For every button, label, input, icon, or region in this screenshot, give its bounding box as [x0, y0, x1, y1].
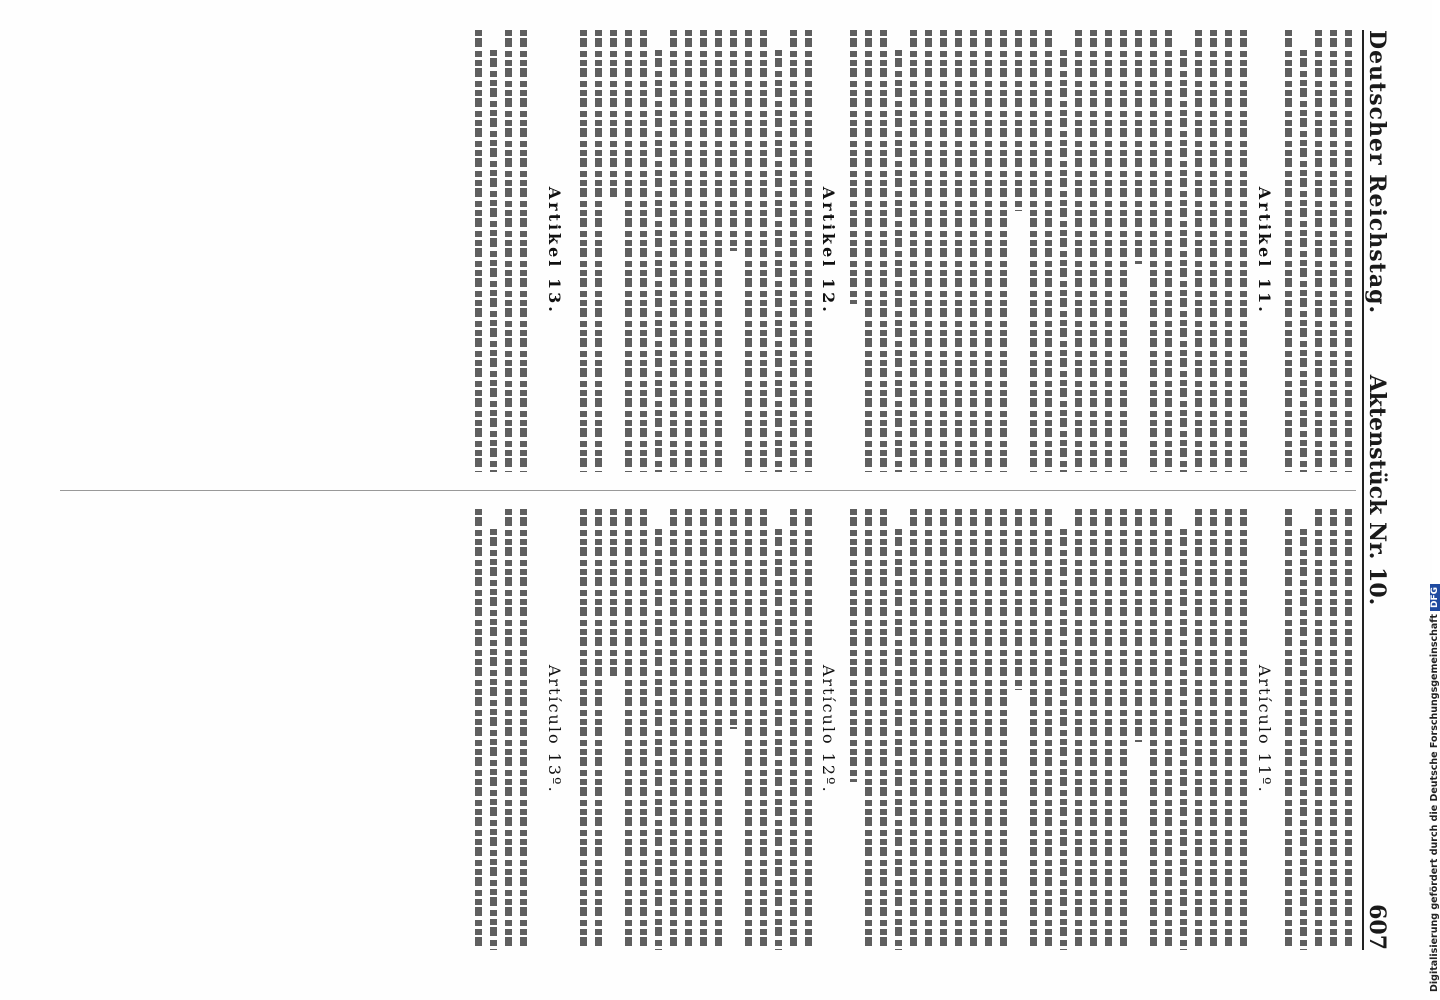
text-line	[940, 30, 947, 472]
text-line	[505, 509, 512, 951]
text-line	[670, 509, 677, 951]
text-line	[580, 509, 587, 951]
text-line	[865, 509, 872, 951]
text-line	[880, 30, 887, 472]
text-line	[985, 509, 992, 951]
spanish-heading-art11: Artículo 11º.	[1255, 664, 1274, 794]
digitization-credit	[1412, 0, 1440, 1000]
text-line	[1135, 509, 1142, 743]
text-line	[505, 30, 512, 472]
text-line	[925, 509, 932, 951]
text-line	[1330, 509, 1337, 951]
text-line	[790, 30, 797, 472]
text-line	[730, 509, 737, 730]
text-line	[745, 30, 752, 472]
text-line	[1105, 30, 1112, 472]
text-line	[805, 509, 812, 951]
header-document-number: Aktenstück Nr. 10.	[1364, 374, 1390, 606]
text-line	[1015, 509, 1022, 690]
text-line	[775, 529, 782, 951]
text-line	[625, 509, 632, 951]
rotated-page-content	[50, 10, 1410, 970]
text-line	[610, 509, 617, 677]
german-heading-art11: Artikel 11.	[1255, 186, 1274, 315]
text-line	[655, 50, 662, 472]
text-line	[955, 509, 962, 951]
text-line	[655, 529, 662, 951]
text-line	[1285, 30, 1292, 472]
text-line	[970, 30, 977, 472]
text-line	[880, 509, 887, 951]
text-line	[1120, 30, 1127, 472]
text-line	[595, 509, 602, 951]
text-line	[1165, 30, 1172, 472]
text-line	[685, 30, 692, 472]
text-line	[670, 30, 677, 472]
text-line	[1060, 529, 1067, 951]
text-line	[475, 509, 482, 951]
german-heading-art12: Artikel 12.	[819, 186, 838, 315]
text-line	[1180, 529, 1187, 951]
text-line	[1225, 30, 1232, 472]
text-line	[1060, 50, 1067, 472]
spanish-heading-art12: Artículo 12º.	[819, 664, 838, 794]
text-line	[1225, 509, 1232, 951]
text-line	[970, 509, 977, 951]
text-line	[1315, 30, 1322, 472]
text-line	[1195, 509, 1202, 951]
text-line	[1150, 509, 1157, 951]
text-line	[850, 509, 857, 783]
text-line	[895, 529, 902, 951]
text-line	[1135, 30, 1142, 264]
text-line	[520, 30, 527, 472]
text-line	[715, 30, 722, 472]
text-line	[1075, 30, 1082, 472]
text-line	[760, 30, 767, 472]
digitization-credit-text	[1429, 2, 1440, 992]
text-line	[1240, 509, 1247, 951]
text-line	[925, 30, 932, 472]
column-divider	[60, 490, 1356, 491]
text-line	[865, 30, 872, 472]
text-line	[775, 50, 782, 472]
spanish-text-lines	[60, 509, 1356, 951]
text-line	[1030, 30, 1037, 472]
text-line	[1015, 30, 1022, 211]
text-line	[760, 509, 767, 951]
text-line	[1090, 30, 1097, 472]
text-line	[1165, 509, 1172, 951]
text-line	[700, 30, 707, 472]
spanish-column	[60, 509, 1356, 951]
text-line	[1210, 509, 1217, 951]
two-column-body	[60, 30, 1356, 950]
page-number: 607	[1364, 904, 1390, 951]
text-line	[1090, 509, 1097, 951]
text-line	[1105, 509, 1112, 951]
text-line	[1300, 529, 1307, 951]
text-line	[1240, 30, 1247, 472]
text-line	[805, 30, 812, 472]
text-line	[1120, 509, 1127, 951]
text-line	[955, 30, 962, 472]
header-publication-title: Deutscher Reichstag.	[1364, 30, 1390, 315]
text-line	[1000, 30, 1007, 472]
text-line	[1075, 509, 1082, 951]
text-line	[895, 50, 902, 472]
credit-text: Digitalisierung gefördert durch die Deutsche Forschungsgemeinschaft	[1429, 614, 1440, 992]
text-line	[985, 30, 992, 472]
text-line	[1330, 30, 1337, 472]
text-line	[610, 30, 617, 198]
text-line	[1045, 509, 1052, 951]
text-line	[790, 509, 797, 951]
text-line	[520, 509, 527, 951]
text-line	[910, 30, 917, 472]
text-line	[1345, 509, 1352, 951]
german-text-lines	[60, 30, 1356, 472]
text-line	[700, 509, 707, 951]
text-line	[625, 30, 632, 472]
text-line	[1285, 509, 1292, 951]
text-line	[640, 509, 647, 951]
text-line	[1345, 30, 1352, 472]
text-line	[940, 509, 947, 951]
text-line	[1315, 509, 1322, 951]
text-line	[715, 509, 722, 951]
text-line	[1300, 50, 1307, 472]
page-header	[1362, 30, 1404, 950]
text-line	[1045, 30, 1052, 472]
text-line	[910, 509, 917, 951]
german-column	[60, 30, 1356, 472]
text-line	[745, 509, 752, 951]
text-line	[1180, 50, 1187, 472]
dfg-logo: DFG	[1430, 584, 1440, 611]
spanish-heading-art13: Artículo 13º.	[545, 664, 564, 794]
text-line	[730, 30, 737, 251]
german-heading-art13: Artikel 13.	[545, 186, 564, 315]
text-line	[640, 30, 647, 472]
text-line	[685, 509, 692, 951]
text-line	[595, 30, 602, 472]
text-line	[490, 529, 497, 951]
text-line	[1210, 30, 1217, 472]
text-line	[580, 30, 587, 472]
text-line	[1000, 509, 1007, 951]
text-line	[1195, 30, 1202, 472]
text-line	[1030, 509, 1037, 951]
text-line	[490, 50, 497, 472]
text-line	[475, 30, 482, 472]
text-line	[1150, 30, 1157, 472]
text-line	[850, 30, 857, 304]
